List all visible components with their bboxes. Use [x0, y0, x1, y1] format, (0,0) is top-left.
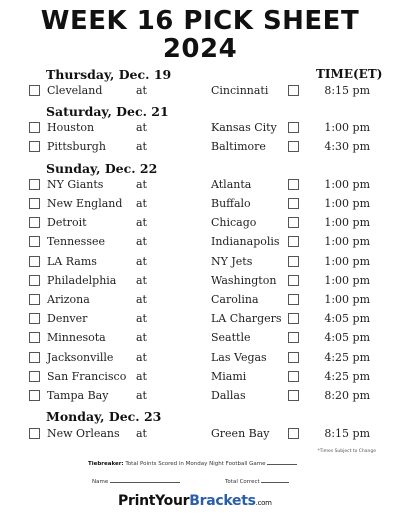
home-team-checkbox[interactable] — [288, 294, 299, 305]
tiebreaker-text: Total Points Scored in Monday Night Football Game — [125, 461, 266, 467]
at-label: at — [136, 427, 147, 440]
home-team: Chicago — [211, 216, 257, 229]
game-time: 4:25 pm — [324, 370, 370, 383]
at-label: at — [136, 274, 147, 287]
game-time: 1:00 pm — [324, 216, 370, 229]
home-team: Atlanta — [211, 178, 252, 191]
game-row — [0, 196, 400, 213]
away-team-checkbox[interactable] — [29, 332, 40, 343]
at-label: at — [136, 293, 147, 306]
game-row — [0, 369, 400, 386]
at-label: at — [136, 389, 147, 402]
total-correct-label: Total Correct — [225, 479, 260, 485]
home-team: Baltimore — [211, 140, 266, 153]
at-label: at — [136, 140, 147, 153]
home-team: LA Chargers — [211, 312, 282, 325]
away-team-checkbox[interactable] — [29, 390, 40, 401]
at-label: at — [136, 331, 147, 344]
away-team: LA Rams — [47, 255, 97, 268]
home-team-checkbox[interactable] — [288, 85, 299, 96]
game-row — [0, 350, 400, 367]
home-team-checkbox[interactable] — [288, 275, 299, 286]
game-row — [0, 83, 400, 100]
home-team: Miami — [211, 370, 247, 383]
away-team-checkbox[interactable] — [29, 352, 40, 363]
home-team: Indianapolis — [211, 235, 280, 248]
away-team: Cleveland — [47, 84, 103, 97]
home-team-checkbox[interactable] — [288, 313, 299, 324]
at-label: at — [136, 84, 147, 97]
home-team: Buffalo — [211, 197, 251, 210]
game-time: 4:30 pm — [324, 140, 370, 153]
away-team: Minnesota — [47, 331, 106, 344]
away-team-checkbox[interactable] — [29, 141, 40, 152]
at-label: at — [136, 216, 147, 229]
away-team-checkbox[interactable] — [29, 428, 40, 439]
tiebreaker-line — [88, 461, 297, 467]
game-time: 1:00 pm — [324, 178, 370, 191]
at-label: at — [136, 351, 147, 364]
home-team-checkbox[interactable] — [288, 236, 299, 247]
at-label: at — [136, 255, 147, 268]
game-time: 4:25 pm — [324, 351, 370, 364]
game-row — [0, 215, 400, 232]
home-team-checkbox[interactable] — [288, 428, 299, 439]
away-team: Tennessee — [47, 235, 105, 248]
game-row — [0, 426, 400, 443]
name-label: Name — [92, 479, 109, 485]
game-time: 1:00 pm — [324, 197, 370, 210]
game-row — [0, 120, 400, 137]
game-time: 1:00 pm — [324, 293, 370, 306]
game-time: 4:05 pm — [324, 331, 370, 344]
at-label: at — [136, 312, 147, 325]
away-team: Philadelphia — [47, 274, 117, 287]
home-team-checkbox[interactable] — [288, 179, 299, 190]
home-team-checkbox[interactable] — [288, 352, 299, 363]
game-time: 8:20 pm — [324, 389, 370, 402]
time-column-header: TIME(ET) — [316, 67, 383, 81]
away-team: San Francisco — [47, 370, 127, 383]
away-team: NY Giants — [47, 178, 104, 191]
day-header: Sunday, Dec. 22 — [46, 161, 158, 176]
game-time: 1:00 pm — [324, 255, 370, 268]
away-team: New England — [47, 197, 123, 210]
away-team: Pittsburgh — [47, 140, 106, 153]
game-row — [0, 273, 400, 290]
home-team-checkbox[interactable] — [288, 332, 299, 343]
total-correct-field — [225, 479, 289, 485]
game-row — [0, 388, 400, 405]
game-time: 8:15 pm — [324, 84, 370, 97]
away-team: Jacksonville — [47, 351, 114, 364]
at-label: at — [136, 121, 147, 134]
page-title: WEEK 16 PICK SHEET — [40, 6, 360, 36]
name-blank[interactable] — [110, 482, 180, 483]
away-team-checkbox[interactable] — [29, 122, 40, 133]
page-title-year: 2024 — [162, 34, 238, 64]
game-row — [0, 139, 400, 156]
home-team-checkbox[interactable] — [288, 371, 299, 382]
home-team: Las Vegas — [211, 351, 267, 364]
away-team-checkbox[interactable] — [29, 85, 40, 96]
game-time: 1:00 pm — [324, 235, 370, 248]
home-team: Green Bay — [211, 427, 270, 440]
home-team: Seattle — [211, 331, 251, 344]
away-team-checkbox[interactable] — [29, 198, 40, 209]
away-team-checkbox[interactable] — [29, 256, 40, 267]
away-team-checkbox[interactable] — [29, 236, 40, 247]
at-label: at — [136, 370, 147, 383]
site-logo — [118, 493, 272, 509]
times-subject-note: *Times Subject to Change — [317, 449, 376, 454]
home-team: NY Jets — [211, 255, 253, 268]
home-team: Carolina — [211, 293, 259, 306]
away-team: Detroit — [47, 216, 87, 229]
game-row — [0, 177, 400, 194]
game-row — [0, 311, 400, 328]
tiebreaker-blank[interactable] — [267, 464, 297, 465]
away-team: Houston — [47, 121, 95, 134]
day-header: Thursday, Dec. 19 — [46, 67, 172, 82]
home-team-checkbox[interactable] — [288, 141, 299, 152]
game-row — [0, 292, 400, 309]
day-header: Saturday, Dec. 21 — [46, 104, 169, 119]
away-team: Denver — [47, 312, 88, 325]
away-team-checkbox[interactable] — [29, 294, 40, 305]
at-label: at — [136, 235, 147, 248]
game-row — [0, 330, 400, 347]
game-time: 4:05 pm — [324, 312, 370, 325]
home-team-checkbox[interactable] — [288, 390, 299, 401]
home-team: Kansas City — [211, 121, 277, 134]
logo-part2: Brackets — [189, 493, 256, 509]
home-team-checkbox[interactable] — [288, 122, 299, 133]
away-team-checkbox[interactable] — [29, 179, 40, 190]
home-team: Dallas — [211, 389, 246, 402]
game-time: 1:00 pm — [324, 121, 370, 134]
home-team: Washington — [211, 274, 277, 287]
total-correct-blank[interactable] — [261, 482, 289, 483]
logo-part3: .com — [255, 499, 272, 507]
logo-part1: PrintYour — [118, 493, 190, 509]
away-team-checkbox[interactable] — [29, 275, 40, 286]
at-label: at — [136, 197, 147, 210]
game-row — [0, 234, 400, 251]
away-team: Arizona — [47, 293, 90, 306]
name-field — [92, 479, 180, 485]
home-team-checkbox[interactable] — [288, 256, 299, 267]
tiebreaker-label: Tiebreaker: — [88, 461, 124, 467]
home-team-checkbox[interactable] — [288, 198, 299, 209]
away-team-checkbox[interactable] — [29, 371, 40, 382]
away-team: Tampa Bay — [47, 389, 109, 402]
home-team: Cincinnati — [211, 84, 269, 97]
at-label: at — [136, 178, 147, 191]
game-time: 8:15 pm — [324, 427, 370, 440]
game-time: 1:00 pm — [324, 274, 370, 287]
away-team: New Orleans — [47, 427, 120, 440]
day-header: Monday, Dec. 23 — [46, 409, 162, 424]
game-row — [0, 254, 400, 271]
away-team-checkbox[interactable] — [29, 313, 40, 324]
away-team-checkbox[interactable] — [29, 217, 40, 228]
home-team-checkbox[interactable] — [288, 217, 299, 228]
